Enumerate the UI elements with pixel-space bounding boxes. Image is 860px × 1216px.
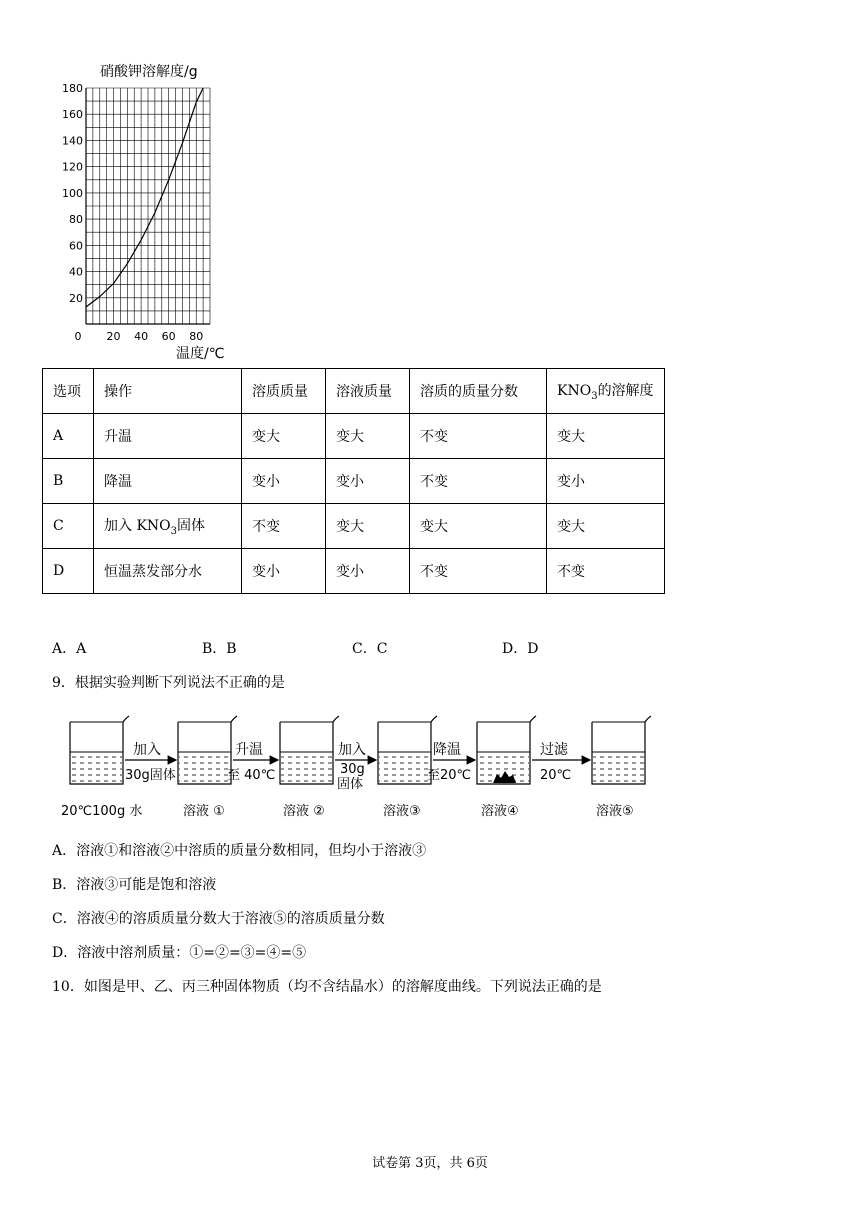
step-3-bottom2: 固体 [337,777,364,792]
solution-5-label: 溶液⑤ [596,804,634,819]
table-row [43,459,665,504]
q8-option-a: A．A [52,641,87,657]
beaker-icon [280,716,339,784]
step-2-bottom: 至 40℃ [227,768,276,783]
header-solubility-text: 的溶解度 [597,383,654,400]
q8-option-c: C．C [352,641,388,657]
row-solution-mass: 变大 [326,414,410,459]
q8-option-d: D．D [502,641,539,657]
header-solubility [547,369,665,414]
header-mass-fraction: 溶质的质量分数 [410,369,547,414]
table-header-row [43,369,665,414]
row-solution-mass: 变小 [326,549,410,594]
row-solute-mass: 不变 [242,504,326,549]
step-1-top: 加入 [133,742,161,758]
header-solute-mass: 溶质质量 [242,369,326,414]
table-row [43,504,665,549]
formula-prefix: KNO [557,383,592,400]
step-5-bottom: 20℃ [540,768,572,783]
chart-x-label: 温度/℃ [176,346,225,362]
q8-option-b: B．B [202,641,237,657]
solution-1-label: 溶液 ① [183,804,225,819]
solution-2-label: 溶液 ② [283,804,325,819]
operation-suffix: 固体 [177,518,206,535]
chart-grid [86,88,210,324]
x-tick-label: 40 [134,330,149,343]
step-1-bottom: 30g固体 [125,768,176,783]
row-solubility: 变大 [547,504,665,549]
q9-stem: 9．根据实验判断下列说法不正确的是 [52,675,285,691]
table-row [43,414,665,459]
row-solubility: 变小 [547,459,665,504]
formula-sub: 3 [591,390,598,402]
step-3-bottom: 30g [340,762,365,777]
chart-y-ticks [62,82,83,305]
row-mass-fraction: 不变 [410,459,547,504]
y-tick-label: 140 [62,134,83,148]
operation-sub: 3 [170,525,178,537]
solution-4-label: 溶液④ [481,804,519,819]
row-mass-fraction: 不变 [410,414,547,459]
step-3-top: 加入 [338,742,366,758]
q10-stem: 10．如图是甲、乙、丙三种固体物质（均不含结晶水）的溶解度曲线。下列说法正确的是 [52,979,602,995]
row-solution-mass: 变大 [326,504,410,549]
row-solubility: 不变 [547,549,665,594]
q9-option-c: C．溶液④的溶质质量分数大于溶液⑤的溶质质量分数 [52,911,385,927]
q9-option-a: A．溶液①和溶液②中溶质的质量分数相同，但均小于溶液③ [52,843,427,859]
solubility-chart [58,58,228,363]
y-tick-label: 20 [69,291,83,305]
x-tick-label: 20 [106,330,121,343]
page-footer: 试卷第 3页，共 6页 [372,1156,488,1171]
row-solubility: 变大 [547,414,665,459]
x-tick-label: 0 [74,330,82,343]
operation-prefix: 加入 KNO [104,518,171,535]
y-tick-label: 40 [69,265,83,279]
y-tick-label: 60 [69,239,83,253]
row-operation [94,504,242,549]
y-tick-label: 160 [62,108,83,122]
x-tick-label: 60 [161,330,176,343]
row-option: D [43,549,94,594]
row-operation: 升温 [94,414,242,459]
y-tick-label: 80 [69,213,83,227]
y-tick-label: 100 [62,186,83,200]
row-mass-fraction: 不变 [410,549,547,594]
row-solute-mass: 变大 [242,414,326,459]
row-option: B [43,459,94,504]
row-option: C [43,504,94,549]
q9-option-d: D．溶液中溶剂质量：①=②=③=④=⑤ [52,945,307,961]
row-mass-fraction: 变大 [410,504,547,549]
header-option: 选项 [43,369,94,414]
row-operation: 降温 [94,459,242,504]
beaker-icon [70,716,129,784]
q9-option-b: B．溶液③可能是饱和溶液 [52,877,217,893]
table-row [43,549,665,594]
row-operation: 恒温蒸发部分水 [94,549,242,594]
header-operation: 操作 [94,369,242,414]
beaker-icon [592,716,651,784]
y-tick-label: 120 [62,160,83,174]
row-option: A [43,414,94,459]
x-tick-label: 80 [189,330,204,343]
solution-3-label: 溶液③ [383,804,421,819]
row-solute-mass: 变小 [242,549,326,594]
beaker-with-crystals-icon [477,716,536,784]
kno3-operations-table [42,368,665,594]
header-solution-mass: 溶液质量 [326,369,410,414]
solubility-curve [86,88,203,307]
step-2-top: 升温 [235,742,263,758]
chart-title: 硝酸钾溶解度/g [100,64,198,80]
step-4-bottom: 至20℃ [427,768,472,783]
step-5-top: 过滤 [540,742,568,758]
row-solution-mass: 变小 [326,459,410,504]
experiment-diagram [55,712,655,824]
y-tick-label: 180 [62,82,83,95]
step-4-top: 降温 [433,742,461,758]
chart-x-ticks [75,330,204,343]
start-label: 20℃100g 水 [61,804,143,819]
row-solute-mass: 变小 [242,459,326,504]
